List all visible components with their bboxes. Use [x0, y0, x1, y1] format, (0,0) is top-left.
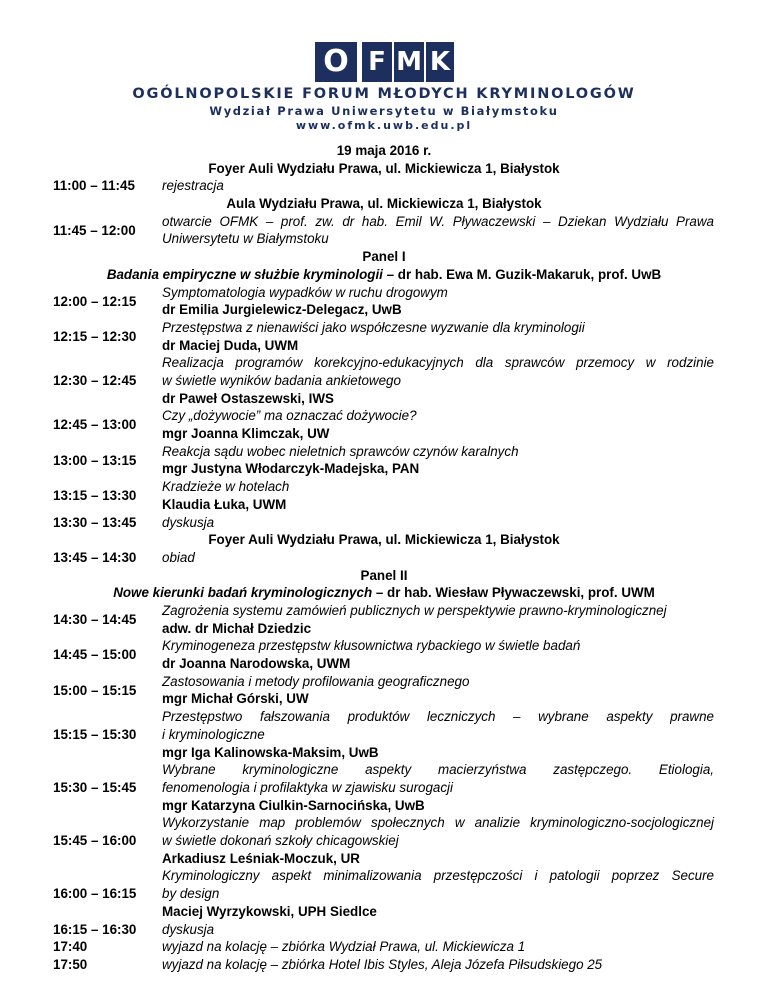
- talk-title: Czy „dożywocie” ma oznaczać dożywocie?: [162, 408, 417, 424]
- time-slot: 14:30 – 14:45: [53, 612, 137, 627]
- talk-title-line: by design: [162, 886, 220, 902]
- time-slot: 11:45 – 12:00: [53, 222, 136, 238]
- time-slot: 11:00 – 11:45: [53, 178, 135, 194]
- venue-foyer: Foyer Auli Wydziału Prawa, ul. Mickiewicza 1, Białystok: [208, 160, 560, 176]
- logo-letter-o: O: [312, 42, 360, 82]
- talk-title-line: Wybrane kryminologiczne aspekty macierzyństwa zastępczego. Etiologia,: [162, 762, 714, 778]
- talk-speaker: mgr Michał Górski, UW: [162, 691, 309, 707]
- schedule-item: [0, 938, 768, 956]
- schedule-item: [0, 549, 768, 567]
- time-slot: 13:45 – 14:30: [53, 549, 137, 565]
- schedule-item: [0, 956, 768, 974]
- talk-title-line: i kryminologiczne: [162, 726, 265, 742]
- talk-speaker: dr Emilia Jurgielewicz-Delegacz, UwB: [162, 302, 402, 318]
- schedule-item: [0, 213, 768, 248]
- talk-title-line: Kryminologiczny aspekt minimalizowania przestępczości i patologii poprzez Secure: [162, 868, 714, 884]
- venue-aula: Aula Wydziału Prawa, ul. Mickiewicza 1, Białystok: [226, 196, 542, 212]
- talk-speaker: mgr Joanna Klimczak, UW: [162, 426, 330, 442]
- time-slot: 17:50: [53, 956, 88, 972]
- time-slot: 15:30 – 15:45: [53, 779, 137, 795]
- talk-speaker: Arkadiusz Leśniak-Moczuk, UR: [162, 850, 360, 866]
- panel-title: Panel II: [360, 567, 408, 583]
- talk-item: [0, 673, 768, 708]
- talk-item: [0, 814, 768, 867]
- time-slot: 15:00 – 15:15: [53, 682, 137, 698]
- session-text-line: Uniwersytetu w Białymstoku: [162, 231, 329, 247]
- organization-website: www.ofmk.uwb.edu.pl: [295, 119, 473, 132]
- talk-title-line: Przestępstwo fałszowania produktów leczniczych – wybrane aspekty prawne: [162, 709, 714, 725]
- panel-subtitle: Badania empiryczne w służbie kryminologii – dr hab. Ewa M. Guzik-Makaruk, prof. UwB: [106, 266, 662, 282]
- schedule-item: [0, 514, 768, 532]
- session-text: wyjazd na kolację – zbiórka Wydział Prawa, ul. Mickiewicza 1: [162, 939, 526, 955]
- talk-item: [0, 602, 768, 637]
- talk-speaker: dr Maciej Duda, UWM: [162, 337, 299, 353]
- organization-name: OGÓLNOPOLSKIE FORUM MŁODYCH KRYMINOLOGÓW: [132, 86, 636, 102]
- talk-title: Kradzieże w hotelach: [162, 479, 290, 495]
- panel-subtitle: Nowe kierunki badań kryminologicznych – dr hab. Wiesław Pływaczewski, prof. UWM: [113, 585, 655, 601]
- time-slot: 15:45 – 16:00: [53, 833, 137, 849]
- talk-speaker: mgr Iga Kalinowska-Maksim, UwB: [162, 744, 379, 760]
- time-slot: 12:00 – 12:15: [53, 293, 137, 309]
- logo-letter-f: F: [362, 42, 392, 82]
- time-slot: 16:00 – 16:15: [53, 886, 137, 902]
- talk-title: Zastosowania i metody profilowania geograficznego: [162, 673, 470, 689]
- talk-speaker: dr Joanna Narodowska, UWM: [162, 656, 351, 672]
- talk-speaker: adw. dr Michał Dziedzic: [162, 620, 312, 636]
- talk-speaker: Klaudia Łuka, UWM: [162, 496, 287, 512]
- talk-title-line: Wykorzystanie map problemów społecznych w analizie kryminologiczno-socjologicznej: [162, 815, 714, 831]
- talk-title-line: w świetle wyników badania ankietowego: [162, 372, 401, 388]
- logo-letter-k: K: [426, 42, 454, 82]
- talk-item: [0, 443, 768, 478]
- talk-item: [0, 284, 768, 319]
- time-slot: 14:45 – 15:00: [53, 647, 137, 663]
- time-slot: 12:15 – 12:30: [53, 328, 137, 344]
- talk-speaker: Maciej Wyrzykowski, UPH Siedlce: [162, 903, 377, 919]
- time-slot: 13:00 – 13:15: [53, 452, 137, 468]
- ofmk-logo: [312, 42, 454, 82]
- time-slot: 15:15 – 15:30: [53, 726, 137, 742]
- talk-item: [0, 637, 768, 672]
- session-text: obiad: [162, 549, 195, 565]
- time-slot: 13:30 – 13:45: [53, 514, 137, 530]
- programme: [0, 142, 768, 974]
- event-date: 19 maja 2016 r.: [336, 143, 432, 158]
- talk-title: Symptomatologia wypadków w ruchu drogowym: [162, 284, 448, 300]
- talk-item: [0, 354, 768, 407]
- talk-item: [0, 708, 768, 761]
- time-slot: 12:30 – 12:45: [53, 372, 137, 388]
- talk-item: [0, 478, 768, 513]
- venue-foyer: Foyer Auli Wydziału Prawa, ul. Mickiewicza 1, Białystok: [208, 532, 560, 548]
- time-slot: 17:40: [53, 939, 88, 955]
- talk-title-line: fenomenologia i profilaktyka w zjawisku surogacji: [162, 779, 454, 795]
- talk-title-line: Realizacja programów korekcyjno-edukacyjnych dla sprawców przemocy w rodzinie: [162, 355, 714, 371]
- schedule-item: [0, 177, 768, 195]
- talk-title: Kryminogeneza przestępstw kłusownictwa rybackiego w świetle badań: [162, 638, 581, 654]
- schedule-item: [0, 921, 768, 939]
- talk-title: Zagrożenia systemu zamówień publicznych w perspektywie prawno-kryminologicznej: [162, 603, 667, 618]
- time-slot: 12:45 – 13:00: [53, 417, 137, 433]
- talk-speaker: dr Paweł Ostaszewski, IWS: [162, 390, 334, 406]
- talk-speaker: mgr Justyna Włodarczyk-Madejska, PAN: [162, 461, 420, 477]
- talk-item: [0, 761, 768, 814]
- session-text: wyjazd na kolację – zbiórka Hotel Ibis Styles, Aleja Józefa Piłsudskiego 25: [162, 956, 603, 972]
- logo-letter-m: M: [394, 42, 424, 82]
- organization-subtitle: Wydział Prawa Uniwersytetu w Białymstoku: [209, 104, 559, 118]
- talk-item: [0, 319, 768, 354]
- talk-item: [0, 407, 768, 442]
- time-slot: 16:15 – 16:30: [53, 921, 137, 937]
- session-text: dyskusja: [162, 921, 215, 937]
- talk-title: Reakcja sądu wobec nieletnich sprawców czynów karalnych: [162, 443, 519, 459]
- session-text-line: otwarcie OFMK – prof. zw. dr hab. Emil W. Pływaczewski – Dziekan Wydziału Prawa: [162, 213, 714, 229]
- talk-speaker: mgr Katarzyna Ciulkin-Sarnocińska, UwB: [162, 797, 425, 813]
- session-text: rejestracja: [162, 178, 224, 194]
- time-slot: 13:15 – 13:30: [53, 488, 137, 504]
- talk-item: [0, 867, 768, 920]
- session-text: dyskusja: [162, 514, 215, 530]
- talk-title-line: w świetle dokonań szkoły chicagowskiej: [162, 833, 399, 849]
- panel-title: Panel I: [362, 249, 406, 265]
- talk-title: Przestępstwa z nienawiści jako współczesne wyzwanie dla kryminologii: [162, 319, 585, 335]
